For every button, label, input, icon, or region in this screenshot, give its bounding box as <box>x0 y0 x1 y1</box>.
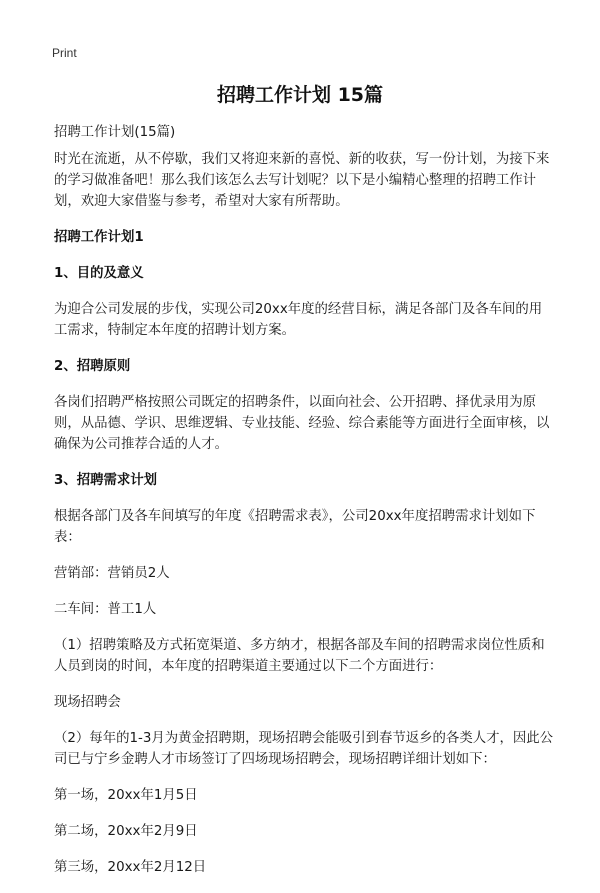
onsite-paragraph: （2）每年的1-3月为黄金招聘期，现场招聘会能吸引到春节返乡的各类人才，因此公司已与宁乡金聘人才市场签订了四场现场招聘会，现场招聘详细计划如下： <box>54 731 554 767</box>
need-workshop: 二车间：普工1人 <box>54 602 157 617</box>
intro-paragraph: 时光在流逝，从不停歇，我们又将迎来新的喜悦、新的收获，写一份计划，为接下来的学习做准备吧！那么我们该怎么去写计划呢？以下是小编精心整理的招聘工作计划，欢迎大家借鉴与参考，希望对大家有所帮助。 <box>54 152 550 209</box>
schedule-item: 第三场，20xx年2月12日 <box>54 860 207 875</box>
strategy-paragraph: （1）招聘策略及方式拓宽渠道、多方纳才，根据各部及车间的招聘需求岗位性质和人员到岗的时间，本年度的招聘渠道主要通过以下二个方面进行： <box>54 638 545 674</box>
print-label[interactable]: Print <box>52 46 77 60</box>
schedule-item: 第一场，20xx年1月5日 <box>54 788 198 803</box>
section-text-needs: 根据各部门及各车间填写的年度《招聘需求表》，公司20xx年度招聘需求计划如下表： <box>54 509 536 545</box>
plan-heading: 招聘工作计划1 <box>54 230 144 245</box>
document-title: 招聘工作计划 15篇 <box>216 84 384 106</box>
document-body <box>54 122 554 893</box>
section-heading-principles: 2、招聘原则 <box>54 359 131 374</box>
document-subtitle: 招聘工作计划(15篇) <box>54 125 176 140</box>
need-marketing: 营销部：营销员2人 <box>54 566 170 581</box>
onsite-heading: 现场招聘会 <box>54 695 121 710</box>
section-text-principles: 各岗们招聘严格按照公司既定的招聘条件，以面向社会、公开招聘、择优录用为原则，从品德、学识、思维逻辑、专业技能、经验、综合素能等方面进行全面审核，以确保为公司推荐合适的人才。 <box>54 395 550 452</box>
section-text-purpose: 为迎合公司发展的步伐，实现公司20xx年度的经营目标，满足各部门及各车间的用工需求，特制定本年度的招聘计划方案。 <box>54 302 543 338</box>
section-heading-needs: 3、招聘需求计划 <box>54 473 158 488</box>
section-heading-purpose: 1、目的及意义 <box>54 266 144 281</box>
schedule-item: 第二场，20xx年2月9日 <box>54 824 198 839</box>
